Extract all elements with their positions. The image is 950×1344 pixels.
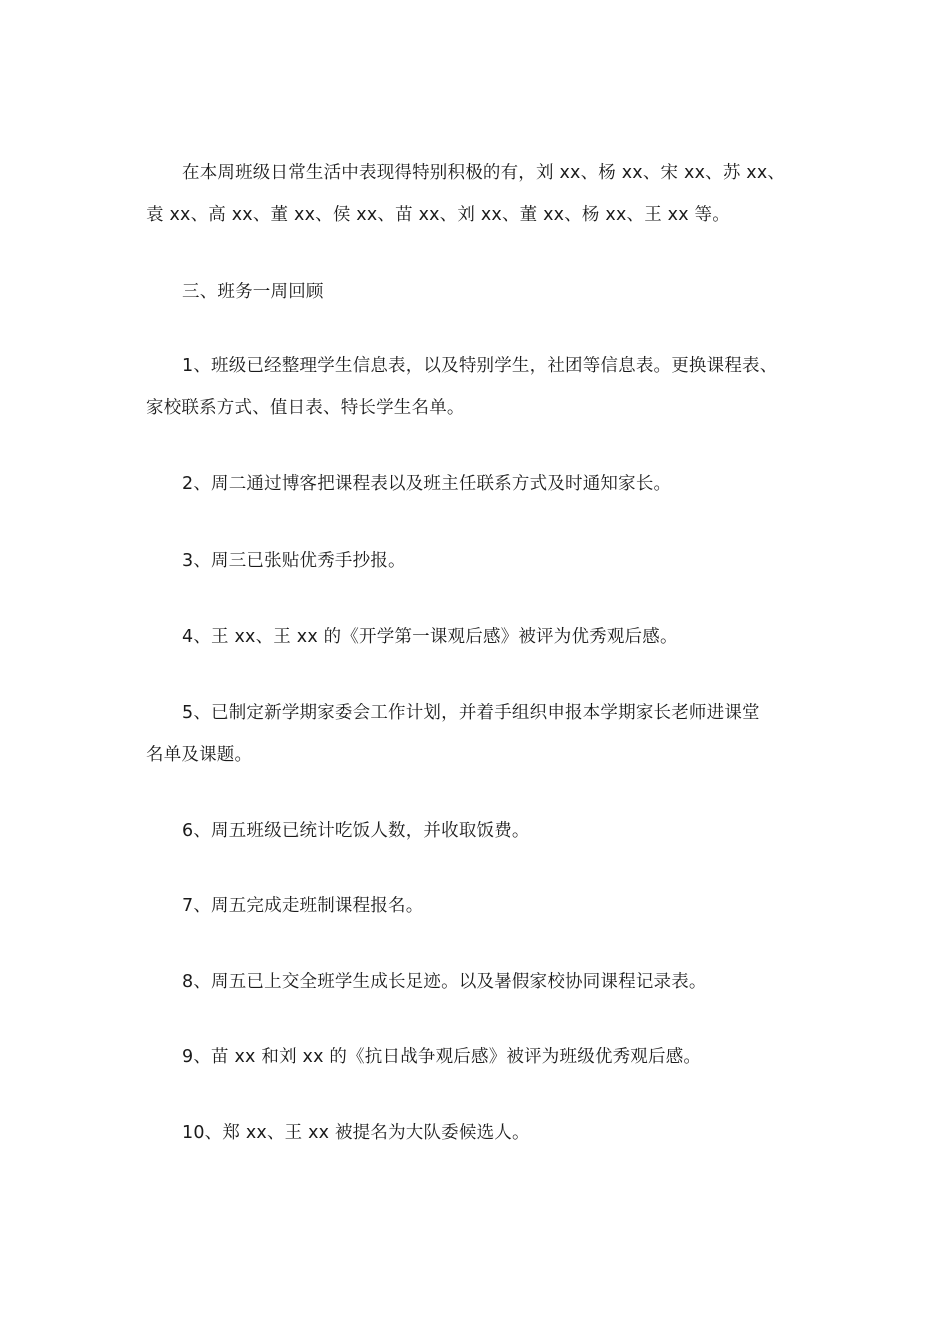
paragraph-line: 3、周三已张贴优秀手抄报。	[182, 551, 406, 571]
paragraph-line: 家校联系方式、值日表、特长学生名单。	[146, 398, 465, 418]
list-item-6	[146, 810, 822, 852]
paragraph-line: 1、班级已经整理学生信息表，以及特别学生，社团等信息表。更换课程表、	[182, 356, 778, 376]
list-item-3	[146, 540, 822, 582]
paragraph-line: 8、周五已上交全班学生成长足迹。以及暑假家校协同课程记录表。	[182, 972, 707, 992]
list-item-7	[146, 885, 822, 927]
list-item-8	[146, 961, 822, 1003]
list-item-5	[146, 692, 822, 776]
paragraph-line: 6、周五班级已统计吃饭人数，并收取饭费。	[182, 821, 530, 841]
paragraph-line: 10、郑 xx、王 xx 被提名为大队委候选人。	[182, 1123, 530, 1143]
paragraph-line: 9、苗 xx 和刘 xx 的《抗日战争观后感》被评为班级优秀观后感。	[182, 1047, 702, 1067]
list-item-9	[146, 1036, 822, 1078]
paragraph-line: 5、已制定新学期家委会工作计划，并着手组织申报本学期家长老师进课堂	[182, 703, 760, 723]
paragraph-line: 名单及课题。	[146, 745, 253, 765]
list-item-4	[146, 616, 822, 658]
list-item-2	[146, 463, 822, 505]
paragraph-line: 7、周五完成走班制课程报名。	[182, 896, 424, 916]
section-heading	[146, 271, 822, 313]
list-item-1	[146, 345, 822, 429]
paragraph-active-students	[146, 152, 822, 236]
paragraph-line: 4、王 xx、王 xx 的《开学第一课观后感》被评为优秀观后感。	[182, 627, 678, 647]
heading-line: 三、班务一周回顾	[182, 282, 324, 302]
paragraph-line: 袁 xx、高 xx、董 xx、侯 xx、苗 xx、刘 xx、董 xx、杨 xx、王 xx 等。	[146, 205, 730, 225]
list-item-10	[146, 1112, 822, 1154]
paragraph-line: 2、周二通过博客把课程表以及班主任联系方式及时通知家长。	[182, 474, 672, 494]
paragraph-line: 在本周班级日常生活中表现得特别积极的有，刘 xx、杨 xx、宋 xx、苏 xx、	[182, 163, 786, 183]
